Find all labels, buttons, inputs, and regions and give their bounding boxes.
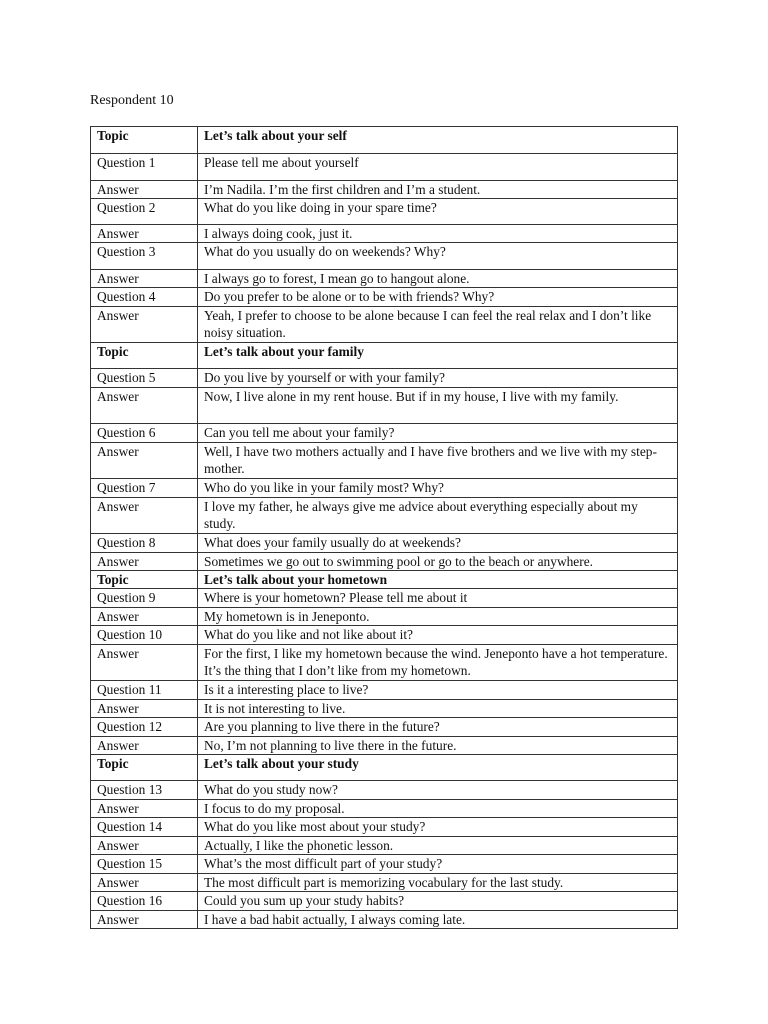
- answer-row: [91, 181, 678, 199]
- topic-row: [91, 127, 678, 154]
- row-label: Topic: [91, 127, 198, 154]
- row-label: Question 16: [91, 892, 198, 911]
- row-label: Answer: [91, 181, 198, 199]
- row-label: Question 1: [91, 154, 198, 181]
- question-row: [91, 288, 678, 307]
- question-row: [91, 369, 678, 388]
- answer-text: No, I’m not planning to live there in the future.: [198, 737, 678, 755]
- answer-text: Well, I have two mothers actually and I have five brothers and we live with my step-mother.: [198, 443, 678, 479]
- question-text: Is it a interesting place to live?: [198, 681, 678, 700]
- row-label: Answer: [91, 837, 198, 855]
- answer-row: [91, 443, 678, 479]
- question-row: [91, 892, 678, 911]
- row-label: Question 13: [91, 781, 198, 800]
- topic-title: Let’s talk about your study: [198, 755, 678, 781]
- question-text: What do you study now?: [198, 781, 678, 800]
- row-label: Answer: [91, 270, 198, 288]
- row-label: Question 9: [91, 589, 198, 608]
- row-label: Topic: [91, 343, 198, 369]
- question-text: Could you sum up your study habits?: [198, 892, 678, 911]
- row-label: Question 15: [91, 855, 198, 874]
- question-row: [91, 424, 678, 443]
- row-label: Answer: [91, 225, 198, 243]
- row-label: Question 4: [91, 288, 198, 307]
- topic-title: Let’s talk about your self: [198, 127, 678, 154]
- row-label: Question 11: [91, 681, 198, 700]
- answer-text: Sometimes we go out to swimming pool or go to the beach or anywhere.: [198, 553, 678, 571]
- answer-text: I love my father, he always give me advice about everything especially about my study.: [198, 498, 678, 534]
- question-row: [91, 818, 678, 837]
- answer-row: [91, 307, 678, 343]
- respondent-heading: Respondent 10: [90, 93, 174, 108]
- answer-text: My hometown is in Jeneponto.: [198, 608, 678, 626]
- row-label: Answer: [91, 874, 198, 892]
- question-row: [91, 534, 678, 553]
- answer-row: [91, 225, 678, 243]
- row-label: Question 8: [91, 534, 198, 553]
- row-label: Answer: [91, 645, 198, 681]
- topic-row: [91, 755, 678, 781]
- row-label: Answer: [91, 608, 198, 626]
- question-text: What do you like doing in your spare time?: [198, 199, 678, 225]
- answer-row: [91, 874, 678, 892]
- answer-text: I focus to do my proposal.: [198, 800, 678, 818]
- answer-text: I always doing cook, just it.: [198, 225, 678, 243]
- answer-row: [91, 800, 678, 818]
- question-row: [91, 681, 678, 700]
- question-row: [91, 243, 678, 270]
- answer-row: [91, 837, 678, 855]
- answer-row: [91, 388, 678, 424]
- answer-text: It is not interesting to live.: [198, 700, 678, 718]
- answer-row: [91, 608, 678, 626]
- question-row: [91, 589, 678, 608]
- question-text: Who do you like in your family most? Why?: [198, 479, 678, 498]
- question-text: Can you tell me about your family?: [198, 424, 678, 443]
- question-row: [91, 154, 678, 181]
- interview-table-body: [91, 127, 678, 929]
- question-text: Where is your hometown? Please tell me about it: [198, 589, 678, 608]
- question-row: [91, 781, 678, 800]
- question-text: What does your family usually do at weekends?: [198, 534, 678, 553]
- answer-text: Now, I live alone in my rent house. But if in my house, I live with my family.: [198, 388, 678, 424]
- topic-row: [91, 343, 678, 369]
- row-label: Question 5: [91, 369, 198, 388]
- question-text: What do you usually do on weekends? Why?: [198, 243, 678, 270]
- answer-row: [91, 911, 678, 929]
- row-label: Question 2: [91, 199, 198, 225]
- topic-row: [91, 571, 678, 589]
- topic-title: Let’s talk about your hometown: [198, 571, 678, 589]
- answer-row: [91, 700, 678, 718]
- answer-text: I’m Nadila. I’m the first children and I’m a student.: [198, 181, 678, 199]
- row-label: Answer: [91, 498, 198, 534]
- question-text: Are you planning to live there in the future?: [198, 718, 678, 737]
- row-label: Topic: [91, 755, 198, 781]
- question-row: [91, 626, 678, 645]
- answer-row: [91, 737, 678, 755]
- answer-row: [91, 498, 678, 534]
- answer-row: [91, 645, 678, 681]
- answer-text: I have a bad habit actually, I always coming late.: [198, 911, 678, 929]
- row-label: Question 7: [91, 479, 198, 498]
- row-label: Answer: [91, 553, 198, 571]
- row-label: Answer: [91, 388, 198, 424]
- answer-row: [91, 270, 678, 288]
- row-label: Answer: [91, 911, 198, 929]
- question-text: What’s the most difficult part of your study?: [198, 855, 678, 874]
- question-text: Do you live by yourself or with your family?: [198, 369, 678, 388]
- row-label: Answer: [91, 307, 198, 343]
- question-row: [91, 718, 678, 737]
- row-label: Answer: [91, 443, 198, 479]
- question-row: [91, 479, 678, 498]
- answer-text: The most difficult part is memorizing vocabulary for the last study.: [198, 874, 678, 892]
- question-text: Do you prefer to be alone or to be with friends? Why?: [198, 288, 678, 307]
- question-text: What do you like and not like about it?: [198, 626, 678, 645]
- question-row: [91, 199, 678, 225]
- row-label: Answer: [91, 700, 198, 718]
- interview-table: [90, 126, 678, 929]
- row-label: Question 3: [91, 243, 198, 270]
- answer-text: Yeah, I prefer to choose to be alone because I can feel the real relax and I don’t like noisy situation.: [198, 307, 678, 343]
- answer-text: For the first, I like my hometown because the wind. Jeneponto have a hot temperature. It’s the thing that I don’t like from my hometown.: [198, 645, 678, 681]
- answer-row: [91, 553, 678, 571]
- row-label: Question 6: [91, 424, 198, 443]
- question-text: What do you like most about your study?: [198, 818, 678, 837]
- question-row: [91, 855, 678, 874]
- answer-text: Actually, I like the phonetic lesson.: [198, 837, 678, 855]
- row-label: Question 14: [91, 818, 198, 837]
- row-label: Topic: [91, 571, 198, 589]
- row-label: Question 12: [91, 718, 198, 737]
- topic-title: Let’s talk about your family: [198, 343, 678, 369]
- answer-text: I always go to forest, I mean go to hangout alone.: [198, 270, 678, 288]
- row-label: Answer: [91, 737, 198, 755]
- row-label: Answer: [91, 800, 198, 818]
- question-text: Please tell me about yourself: [198, 154, 678, 181]
- row-label: Question 10: [91, 626, 198, 645]
